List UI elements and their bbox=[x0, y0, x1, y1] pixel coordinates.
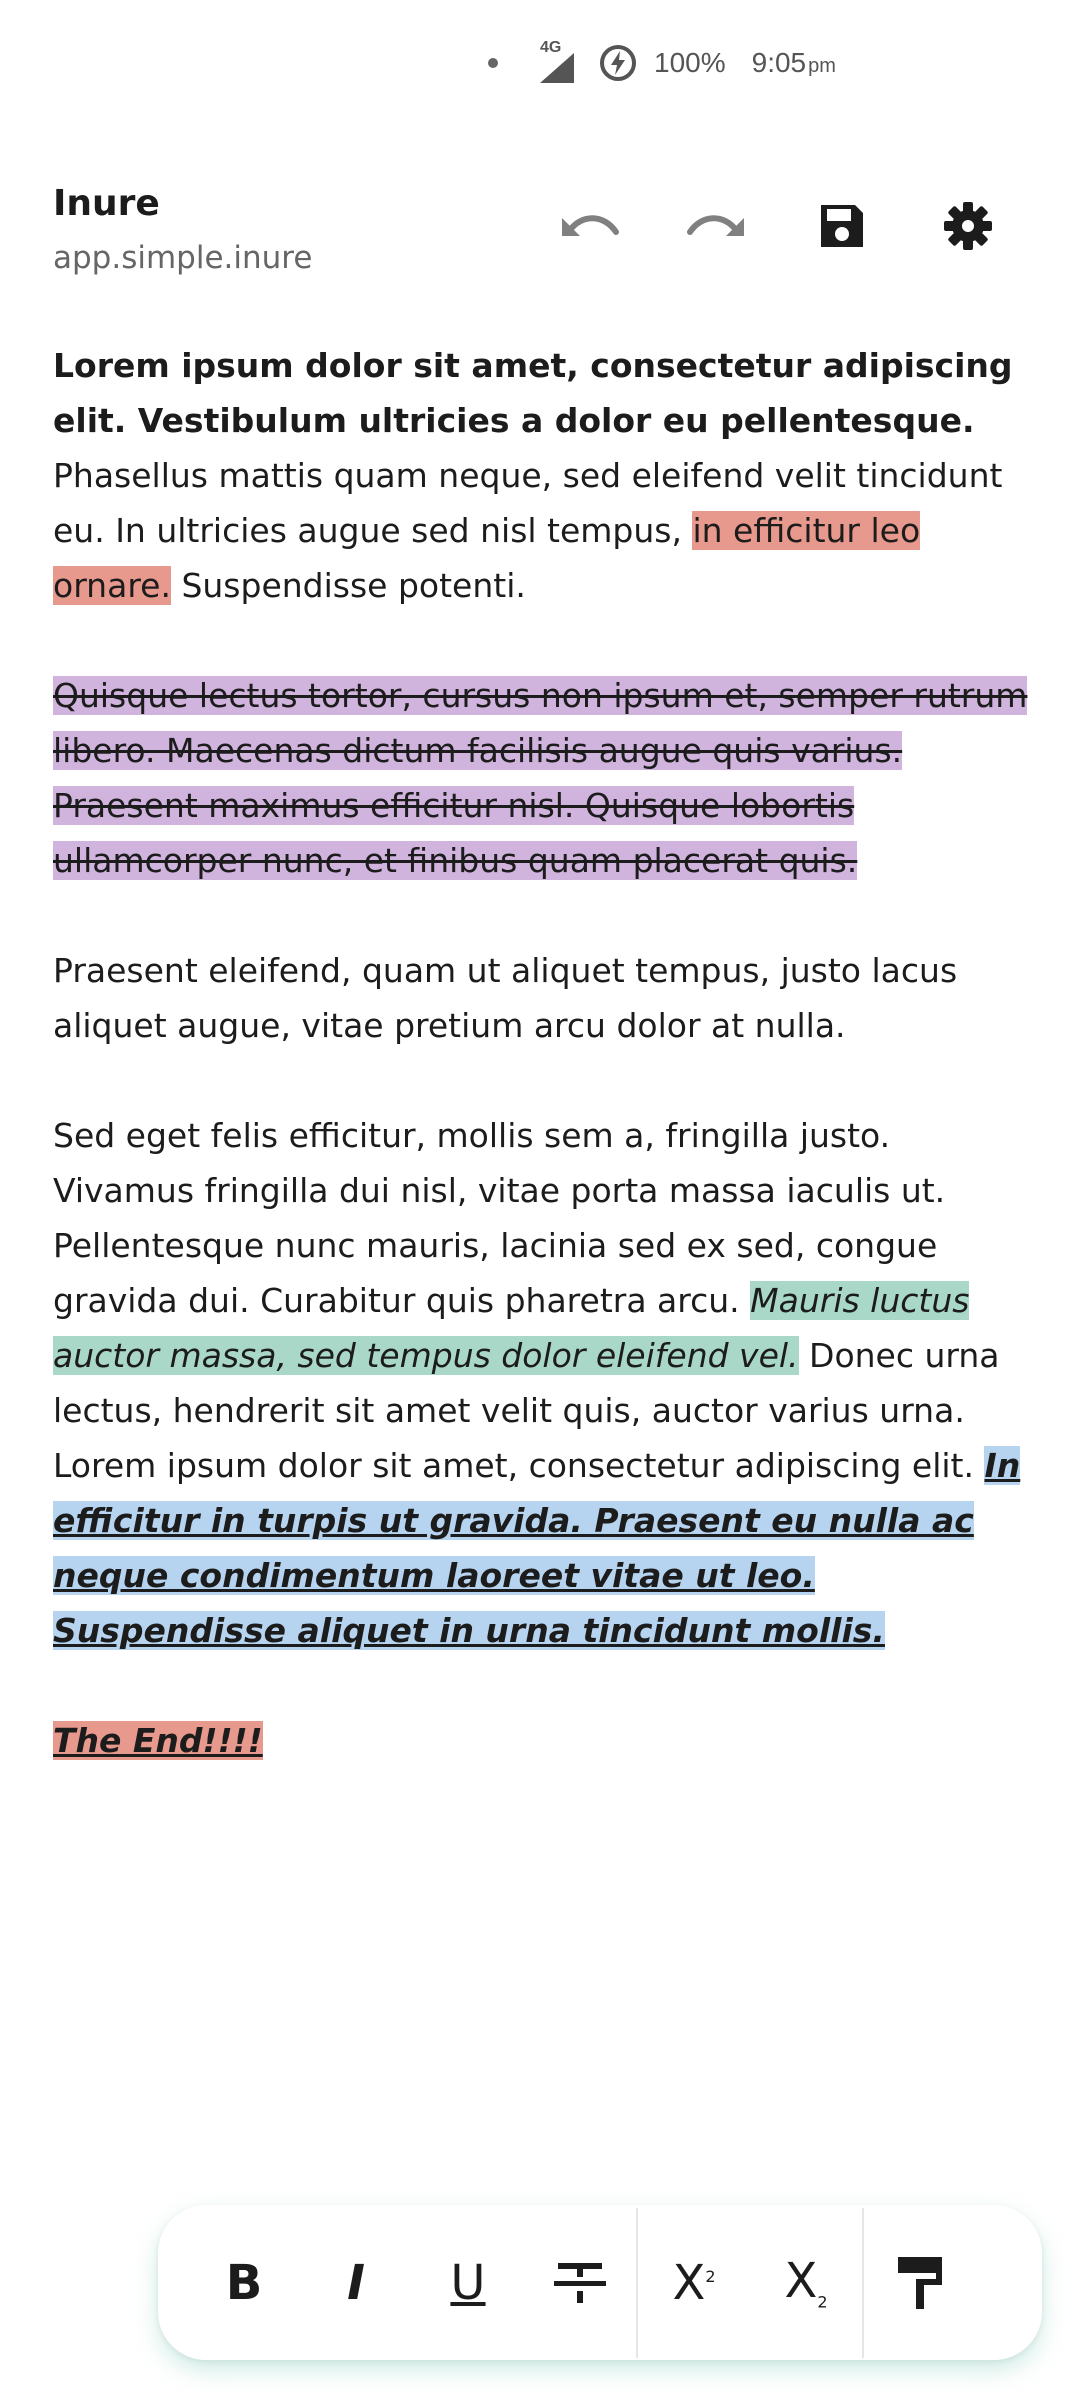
toolbar bbox=[560, 196, 998, 256]
end-text: The End!!!! bbox=[53, 1721, 263, 1760]
clock-ampm: pm bbox=[808, 55, 836, 77]
strikethrough-highlighted-text: Quisque lectus tortor, cursus non ipsum et, semper rutrum libero. Maecenas dictum facilisis augue quis varius. Praesent maximus efficitur nisl. Quisque lobortis ullamcorper nunc, et finibus quam placerat quis. bbox=[53, 676, 1028, 880]
redo-icon bbox=[686, 206, 746, 246]
battery-charging-icon bbox=[598, 43, 638, 83]
bold-text: Lorem ipsum dolor sit amet, consectetur adipiscing elit. Vestibulum ultricies a dolor eu pellentesque. bbox=[53, 346, 1013, 440]
plain-text: Phasellus mattis quam neque, sed eleifend velit tincidunt eu. In ultricies augue sed nisl tempus, bbox=[53, 456, 1003, 550]
subscript-button[interactable] bbox=[750, 2233, 862, 2333]
network-type-label: 4G bbox=[540, 39, 562, 56]
plain-text: Donec urna lectus, hendrerit sit amet velit quis, auctor varius urna. Lorem ipsum dolor sit amet, consectetur adipiscing elit. bbox=[53, 1336, 1000, 1485]
app-package-name: app.simple.inure bbox=[53, 240, 313, 276]
subscript-icon bbox=[784, 2253, 827, 2312]
superscript-mark: 2 bbox=[705, 2266, 716, 2286]
bold-icon: B bbox=[225, 2254, 263, 2311]
subscript-mark: 2 bbox=[817, 2292, 828, 2312]
superscript-icon bbox=[672, 2255, 715, 2311]
italic-button[interactable] bbox=[300, 2233, 412, 2333]
bold-italic-underline-highlighted-text: In efficitur in turpis ut gravida. Praesent eu nulla ac neque condimentum laoreet vitae ut leo. Suspendisse aliquet in urna tincidunt mollis. bbox=[53, 1446, 1021, 1650]
notification-dot-icon bbox=[488, 58, 498, 68]
underline-icon: U bbox=[450, 2254, 486, 2311]
text-editor[interactable] bbox=[53, 338, 1038, 1823]
bold-button[interactable] bbox=[188, 2233, 300, 2333]
underline-button[interactable] bbox=[412, 2233, 524, 2333]
paragraph-1 bbox=[53, 338, 1038, 613]
superscript-letter: X bbox=[672, 2254, 706, 2311]
paragraph-5 bbox=[53, 1713, 1038, 1768]
redo-button[interactable] bbox=[686, 196, 746, 256]
italic-highlighted-text: Mauris luctus auctor massa, sed tempus dolor eleifend vel. bbox=[53, 1281, 970, 1375]
signal-icon bbox=[540, 39, 582, 83]
battery-percentage: 100% bbox=[654, 47, 726, 78]
paragraph-2 bbox=[53, 668, 1038, 888]
plain-text: Sed eget felis efficitur, mollis sem a, fringilla justo. Vivamus fringilla dui nisl, vitae porta massa iaculis ut. Pellentesque nunc mauris, lacinia sed ex sed, congue gravida dui. Curabitur quis pharetra arcu. bbox=[53, 1116, 946, 1320]
paragraph-4 bbox=[53, 1108, 1038, 1658]
status-bar bbox=[0, 38, 1080, 88]
highlighted-text: in efficitur leo ornare. bbox=[53, 511, 921, 605]
plain-text: Suspendisse potenti. bbox=[170, 566, 526, 605]
superscript-button[interactable] bbox=[638, 2233, 750, 2333]
strikethrough-icon bbox=[554, 2261, 606, 2305]
formatting-toolbar bbox=[158, 2205, 1042, 2360]
paint-button[interactable] bbox=[864, 2233, 976, 2333]
save-button[interactable] bbox=[812, 196, 872, 256]
clock bbox=[752, 47, 836, 79]
paint-roller-icon bbox=[896, 2255, 944, 2311]
strikethrough-button[interactable] bbox=[524, 2233, 636, 2333]
save-icon bbox=[817, 201, 867, 251]
undo-icon bbox=[560, 206, 620, 246]
app-title: Inure bbox=[53, 183, 160, 224]
clock-time: 9:05 bbox=[751, 47, 807, 78]
undo-button[interactable] bbox=[560, 196, 620, 256]
plain-text: Praesent eleifend, quam ut aliquet tempus, justo lacus aliquet augue, vitae pretium arcu dolor at nulla. bbox=[53, 951, 958, 1045]
paragraph-3 bbox=[53, 943, 1038, 1053]
italic-icon: I bbox=[347, 2254, 365, 2311]
settings-button[interactable] bbox=[938, 196, 998, 256]
subscript-letter: X bbox=[784, 2253, 818, 2310]
gear-icon bbox=[942, 200, 994, 252]
